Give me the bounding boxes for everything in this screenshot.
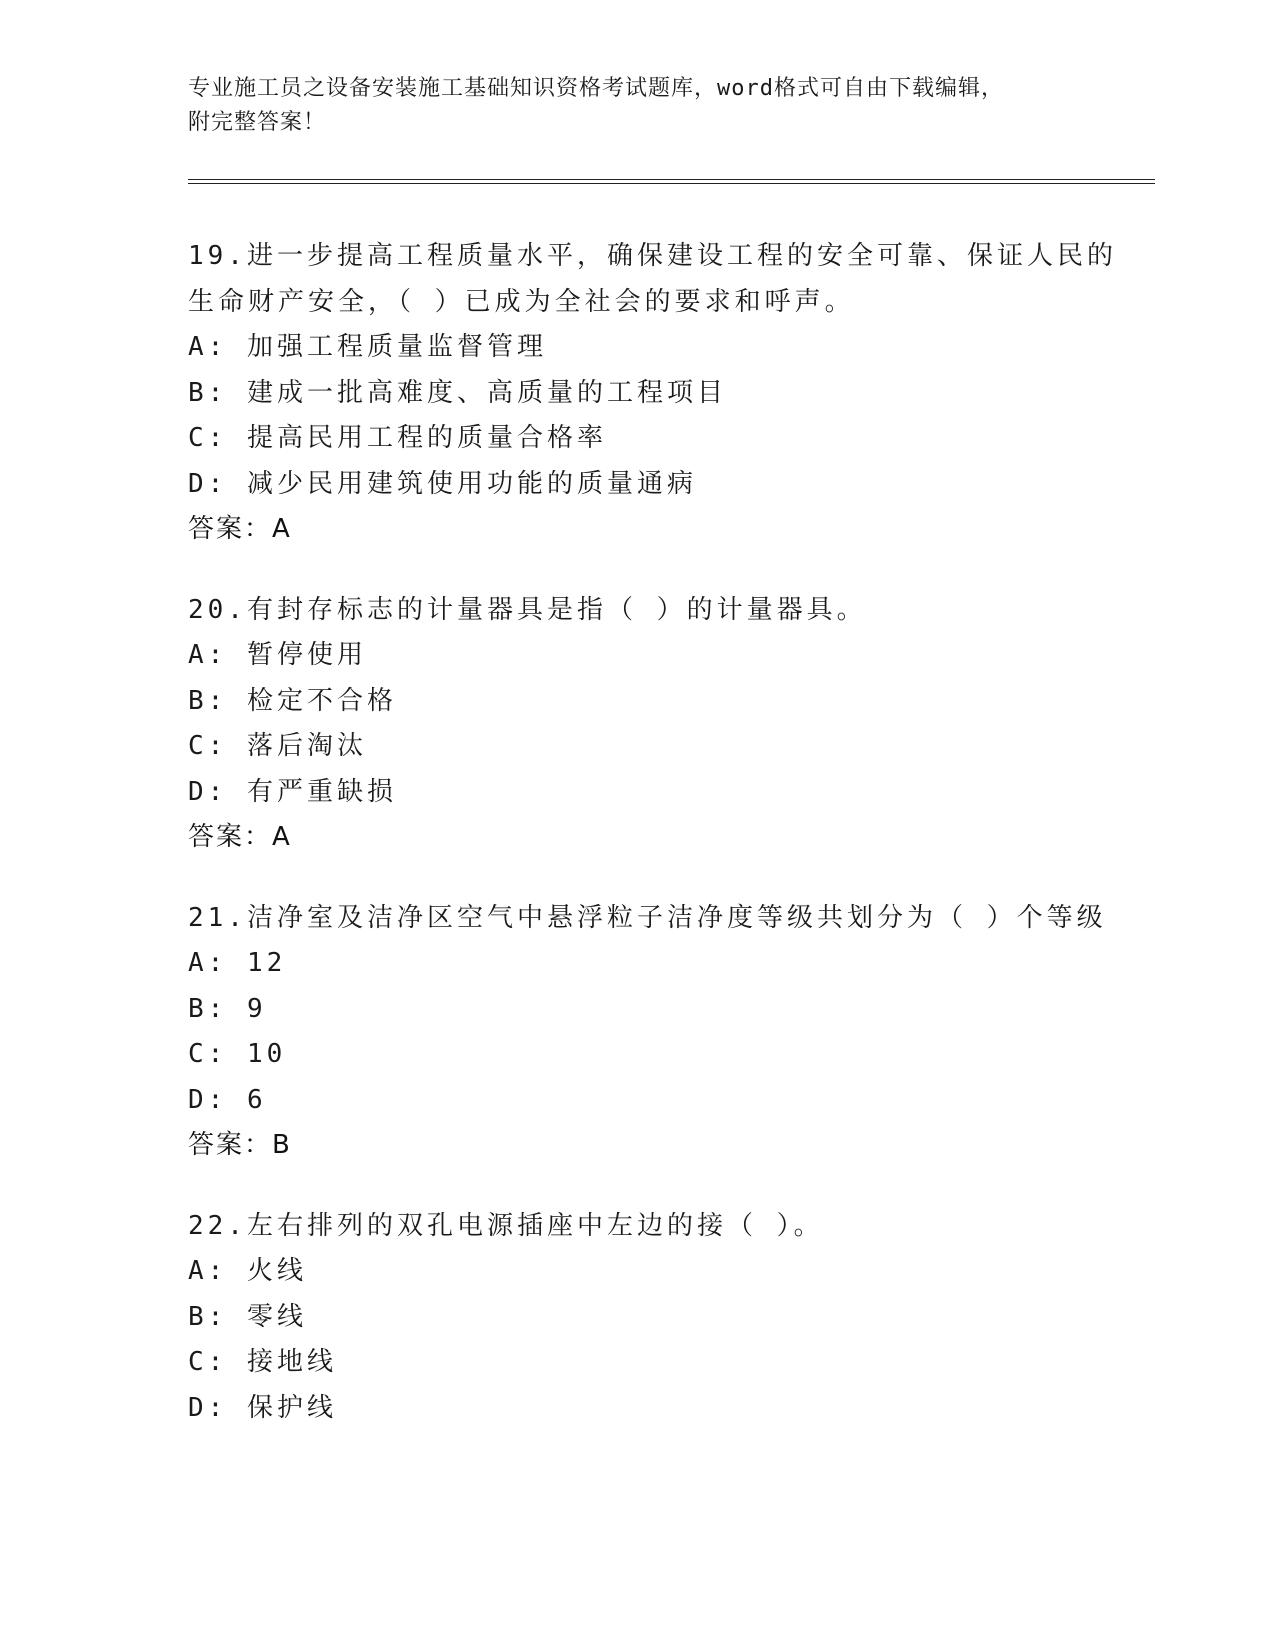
question-19 [188,234,1117,553]
document-header [188,72,1068,140]
option-a: A: 加强工程质量监督管理 [188,332,547,362]
header-line-2: 附完整答案！ [188,110,327,135]
answer-label: 答案：A [188,822,292,852]
question-list [188,234,1117,1466]
option-b: B: 建成一批高难度、高质量的工程项目 [188,377,727,408]
question-22 [188,1204,1088,1432]
option-d: D: 减少民用建筑使用功能的质量通病 [188,468,697,499]
question-stem: 20.有封存标志的计量器具是指（ ）的计量器具。 [188,594,867,625]
question-stem: 21.洁净室及洁净区空气中悬浮粒子洁净度等级共划分为（ ）个等级 [188,902,1107,933]
option-a: A: 暂停使用 [188,640,367,670]
option-b: B: 9 [188,993,267,1024]
option-b: B: 零线 [188,1301,307,1332]
answer-label: 答案：A [188,514,292,544]
option-c: C: 10 [188,1039,287,1069]
question-21 [188,896,1107,1169]
option-a: A: 火线 [188,1256,307,1286]
answer-label: 答案：B [188,1130,292,1160]
option-d: D: 有严重缺损 [188,776,397,807]
header-divider [188,179,1155,184]
question-stem-continued: 生命财产安全，（ ）已成为全社会的要求和呼声。 [188,286,855,317]
question-stem: 22.左右排列的双孔电源插座中左边的接（ ）。 [188,1210,824,1241]
question-20 [188,588,1088,861]
header-line-1: 专业施工员之设备安装施工基础知识资格考试题库，word格式可自由下载编辑， [188,76,1004,101]
option-d: D: 保护线 [188,1392,337,1423]
option-c: C: 接地线 [188,1347,337,1377]
option-c: C: 落后淘汰 [188,731,367,761]
option-d: D: 6 [188,1084,267,1115]
option-c: C: 提高民用工程的质量合格率 [188,423,607,453]
option-b: B: 检定不合格 [188,685,397,716]
option-a: A: 12 [188,948,287,978]
question-stem: 19.进一步提高工程质量水平，确保建设工程的安全可靠、保证人民的 [188,241,1117,271]
